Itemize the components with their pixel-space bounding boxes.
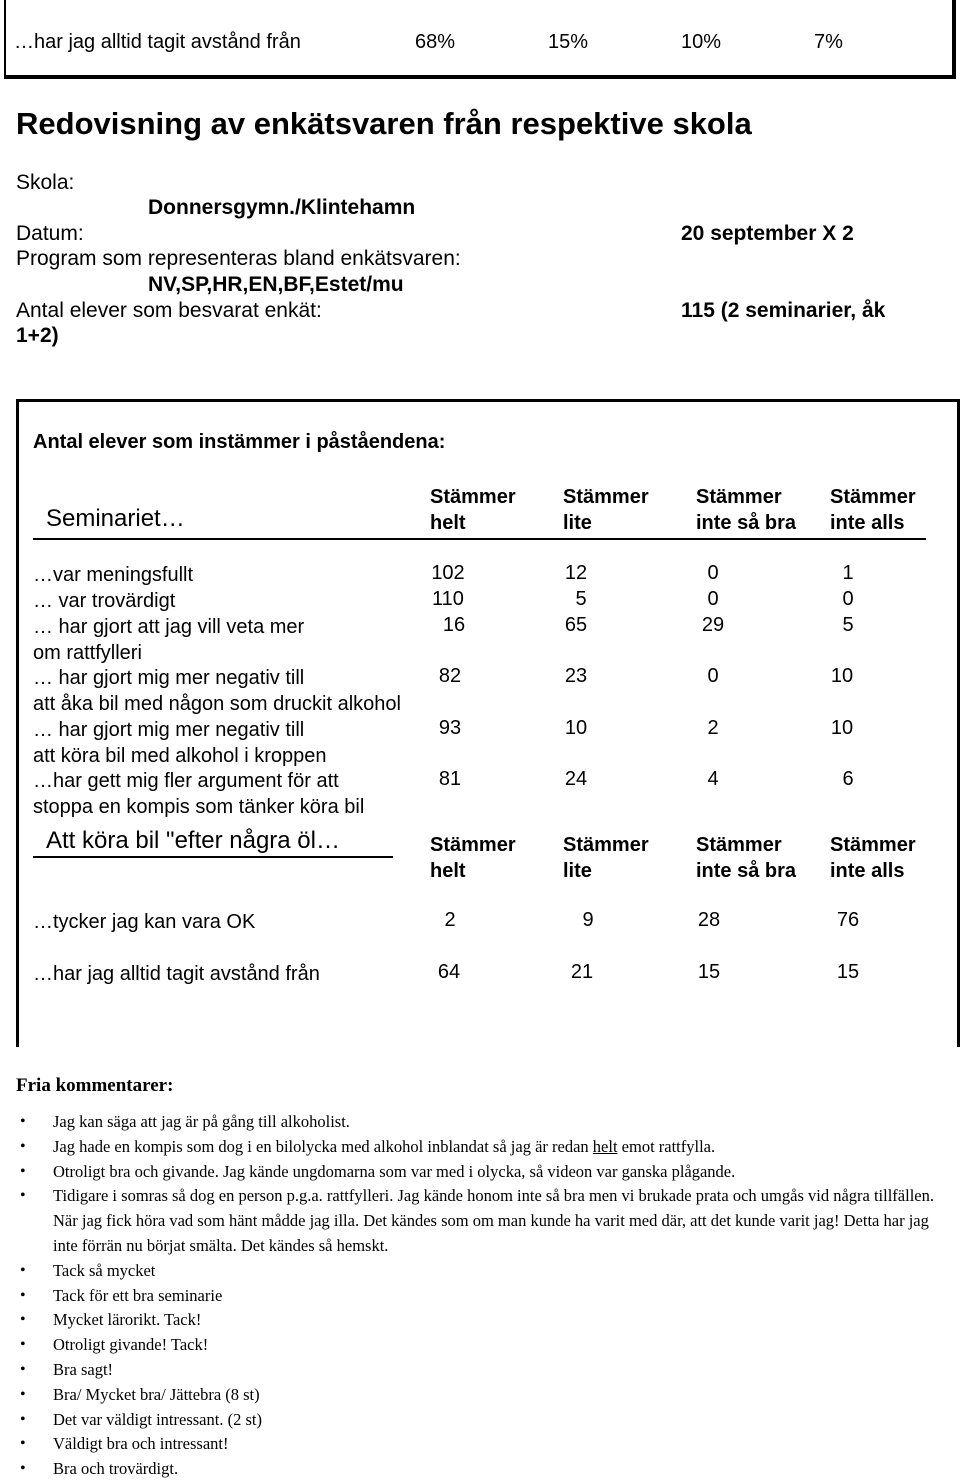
column-header-inte-sa-bra: Stämmer inte så bra — [696, 834, 797, 882]
row-value: 64 — [437, 961, 461, 983]
comments-title: Fria kommentarer: — [16, 1075, 174, 1096]
column-header-helt: Stämmer helt — [430, 834, 516, 882]
row-value: 15 — [836, 961, 860, 983]
row-label-kora-bil: … har gjort mig mer negativ till att köra bil med alkohol i kroppen — [33, 719, 327, 767]
row-label-argument: …har gett mig fler argument för att stoppa en kompis som tänker köra bil — [33, 770, 365, 818]
row-value: 4 — [707, 768, 719, 790]
row-value: 10 — [830, 717, 854, 739]
row-value: 6 — [842, 768, 854, 790]
top-row-value-lite: 15% — [548, 31, 589, 53]
column-header-helt: Stämmer helt — [430, 486, 516, 534]
comment-item: • Mycket lärorikt. Tack! — [16, 1308, 946, 1333]
section-heading-att-kora-bil: Att köra bil "efter några öl… — [46, 827, 340, 854]
comment-item: • Bra/ Mycket bra/ Jättebra (8 st) — [16, 1383, 946, 1408]
date-value: 20 september X 2 — [681, 222, 854, 245]
count-value: 115 (2 seminarier, åk — [681, 299, 886, 322]
top-row-label: …har jag alltid tagit avstånd från — [14, 31, 301, 53]
row-label-aka-bil: … har gjort mig mer negativ till att åka bil med någon som druckit alkohol — [33, 667, 401, 715]
top-row-value-helt: 68% — [415, 31, 456, 53]
row-value: 65 — [564, 614, 588, 636]
count-value-continued: 1+2) — [16, 324, 59, 347]
comment-item: • Bra sagt! — [16, 1358, 946, 1383]
comment-item: • Bra och trovärdigt. — [16, 1457, 946, 1482]
header-rule-section1 — [33, 538, 926, 540]
comment-item: • Jag hade en kompis som dog i en bilolycka med alkohol inblandat så jag är redan helt emot rattfylla. — [16, 1135, 946, 1160]
row-label-meningsfullt: …var meningsfullt — [33, 564, 194, 586]
comment-item: • Jag kan säga att jag är på gång till alkoholist. — [16, 1110, 946, 1135]
row-value: 10 — [830, 665, 854, 687]
row-value: 2 — [444, 909, 456, 931]
school-value: Donnersgymn./Klintehamn — [148, 196, 416, 219]
column-header-inte-alls: Stämmer inte alls — [830, 834, 916, 882]
row-label-ok: …tycker jag kan vara OK — [33, 911, 256, 933]
row-value: 81 — [438, 768, 462, 790]
column-header-inte-alls: Stämmer inte alls — [830, 486, 916, 534]
survey-title: Antal elever som instämmer i påståendena: — [33, 431, 446, 453]
row-value: 15 — [697, 961, 721, 983]
count-label: Antal elever som besvarat enkät: — [16, 299, 322, 322]
program-value: NV,SP,HR,EN,BF,Estet/mu — [148, 273, 404, 296]
row-value: 23 — [564, 665, 588, 687]
comment-item: • Tack för ett bra seminarie — [16, 1284, 946, 1309]
row-value: 21 — [570, 961, 594, 983]
row-value: 0 — [707, 665, 719, 687]
comment-item: • Otroligt bra och givande. Jag kände ungdomarna som var med i olycka, så videon var ganska plågande. — [16, 1160, 946, 1185]
comment-item: • Tidigare i somras så dog en person p.g.a. rattfylleri. Jag kände honom inte så bra men vi brukade prata och umgås vid några tillfällen. När jag fick höra vad som hänt mådde jag illa. Det kändes som om man kunde ha varit med där, att det kunde varit jag! Detta har jag inte förrän nu börjat smälta. Det kändes så hemskt. — [16, 1184, 946, 1258]
comment-item: • Väldigt bra och intressant! — [16, 1432, 946, 1457]
row-value: 1 — [842, 562, 854, 584]
comment-item: • Det var väldigt intressant. (2 st) — [16, 1408, 946, 1433]
row-value: 12 — [564, 562, 588, 584]
row-value: 0 — [707, 562, 719, 584]
row-value: 110 — [432, 588, 464, 610]
date-label: Datum: — [16, 222, 84, 245]
row-label-avstand: …har jag alltid tagit avstånd från — [33, 963, 320, 985]
row-label-veta-mer: … har gjort att jag vill veta mer om rattfylleri — [33, 616, 305, 664]
row-value: 16 — [442, 614, 466, 636]
comment-item: • Tack så mycket — [16, 1259, 946, 1284]
row-value: 2 — [707, 717, 719, 739]
row-value: 82 — [438, 665, 462, 687]
top-row-value-inte-alls: 7% — [814, 31, 843, 53]
column-header-lite: Stämmer lite — [563, 486, 649, 534]
row-value: 5 — [842, 614, 854, 636]
row-value: 0 — [842, 588, 854, 610]
row-value: 93 — [438, 717, 462, 739]
top-row-value-inte-sa-bra: 10% — [681, 31, 722, 53]
row-value: 0 — [707, 588, 719, 610]
program-label: Program som representeras bland enkätsvaren: — [16, 247, 461, 270]
column-header-inte-sa-bra: Stämmer inte så bra — [696, 486, 797, 534]
row-value: 10 — [564, 717, 588, 739]
row-value: 24 — [564, 768, 588, 790]
comment-item: • Otroligt givande! Tack! — [16, 1333, 946, 1358]
school-label: Skola: — [16, 171, 75, 194]
comments-list — [16, 1110, 946, 1482]
row-label-trovardigt: … var trovärdigt — [33, 590, 176, 612]
row-value: 76 — [836, 909, 860, 931]
section-heading-seminariet: Seminariet… — [46, 505, 185, 532]
column-header-lite: Stämmer lite — [563, 834, 649, 882]
header-rule-section2 — [33, 856, 393, 858]
row-value: 28 — [697, 909, 721, 931]
page-title: Redovisning av enkätsvaren från respektive skola — [16, 106, 752, 141]
row-value: 102 — [431, 562, 465, 584]
row-value: 29 — [701, 614, 725, 636]
row-value: 9 — [582, 909, 594, 931]
row-value: 5 — [575, 588, 587, 610]
